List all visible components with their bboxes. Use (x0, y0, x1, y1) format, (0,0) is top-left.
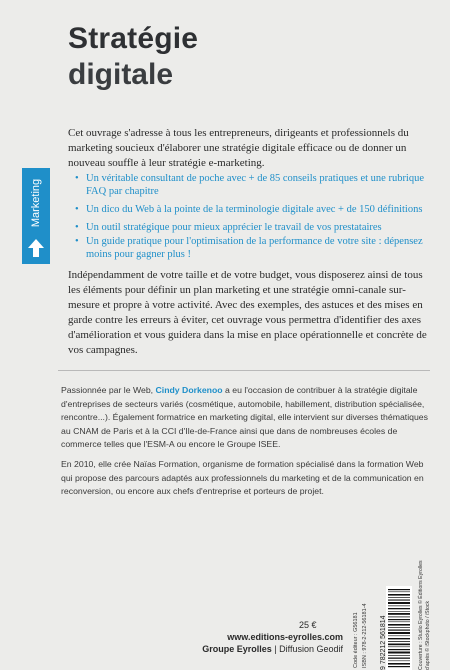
bullet-icon: • (75, 204, 79, 215)
bullet-icon: • (75, 222, 79, 233)
section-divider (58, 370, 430, 371)
list-item (75, 235, 430, 261)
list-item-text: Un outil stratégique pour mieux apprécier le travail de vos prestataires (86, 222, 382, 233)
intro-paragraph: Cet ouvrage s'adresse à tous les entrepreneurs, dirigeants et professionnels du marketing soucieux d'élaborer une stratégie digitale efficace ou de donner un nouveau souffle à leur stratégie e-marketing. (68, 127, 409, 169)
publisher-line (0, 644, 343, 654)
book-subtitle: digitale (68, 58, 174, 91)
bullet-icon: • (75, 173, 79, 184)
bullet-icon: • (75, 236, 79, 247)
book-title: Stratégie (68, 22, 199, 55)
distributor: | Diffusion Geodif (271, 644, 343, 654)
list-item (75, 172, 430, 198)
barcode (386, 586, 412, 670)
barcode-number: 9 782212 561814 (380, 615, 387, 670)
list-item-text: Un guide pratique pour l'optimisation de la performance de votre site : dépensez moins pour gagner plus ! (86, 236, 423, 260)
author-bio-2: En 2010, elle crée Naïas Formation, organisme de formation spécialisé dans la formation Web qui propose des parcours adaptés aux professionnels du marketing et de la communication en reconversion, ou encore aux chefs d'entreprise et porteurs de projet. (61, 459, 424, 496)
list-item (75, 221, 430, 234)
author-name: Cindy Dorkenoo (155, 385, 223, 395)
body-paragraph: Indépendamment de votre taille et de votre budget, vous disposerez ainsi de tous les éléments pour définir un plan marketing et une stratégie omni-canale sur-mesure et propre à votre activité. Avec des exemples, des astuces et des mises en garde contre les erreurs à éviter, cet ouvrage vous permettra d'identifier des axes d'amélioration et vous guidera dans la mise en place opérationnelle et concrète de vos campagnes. (68, 269, 427, 356)
publisher-name: Groupe Eyrolles (202, 644, 272, 654)
arrow-up-icon (27, 238, 45, 258)
category-tab (22, 168, 50, 264)
list-item-text: Un dico du Web à la pointe de la terminologie digitale avec + de 150 définitions (86, 204, 423, 215)
list-item (75, 203, 430, 216)
credits-line-1: Couverture : Studio Eyrolles © Éditions Eyrolles (418, 560, 424, 670)
publisher-website: www.editions-eyrolles.com (227, 632, 343, 642)
credits-line-2: d'après © iStockphoto / iStock (425, 600, 431, 670)
author-bio (61, 384, 431, 452)
bio-text-after: a eu l'occasion de contribuer à la stratégie digitale d'entreprises de secteurs variés (cosmétique, automobile, habillement, distribution spécialisée, rencontre...). Également formatrice en marketing digital, elle intervient sur diverses thématiques au CNAM de Paris et à la CCI d'Ile-de-France ainsi que dans de nombreuses écoles de commerce telles que l'ESM-A ou encore le Groupe ISEE. (61, 385, 428, 449)
cover-credits (418, 560, 432, 670)
publisher-code: Code éditeur : G56181 (353, 612, 359, 668)
feature-list (75, 172, 430, 266)
bio-text-before: Passionnée par le Web, (61, 385, 156, 395)
isbn: ISBN : 978-2-212-56181-4 (362, 603, 368, 668)
list-item-text: Un véritable consultant de poche avec + de 85 conseils pratiques et une rubrique FAQ par chapitre (86, 173, 425, 197)
price: 25 € (299, 620, 317, 630)
category-label: Marketing (30, 178, 43, 228)
category-label-wrap (22, 172, 50, 234)
